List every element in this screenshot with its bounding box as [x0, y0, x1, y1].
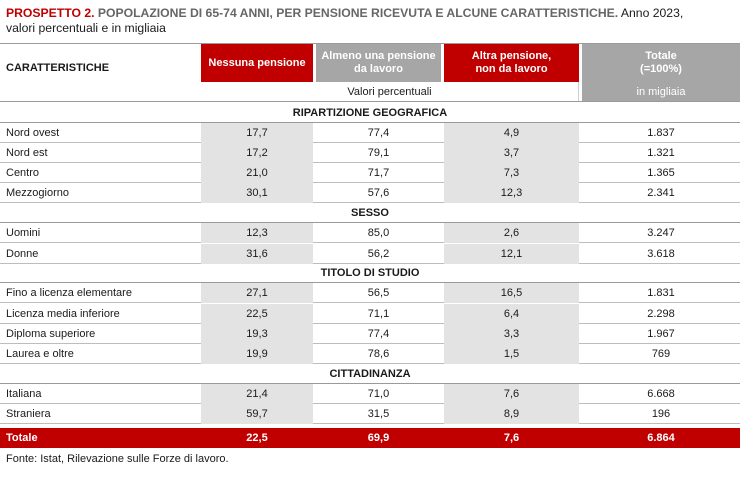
cell-no-pension: 30,1 [201, 183, 313, 203]
cell-no-pension: 17,7 [201, 123, 313, 143]
cell-work-pension: 31,5 [367, 408, 390, 421]
cell-thousands: 6.668 [647, 388, 675, 400]
cell-no-pension: 12,3 [201, 223, 313, 243]
header-other-pension [444, 44, 579, 82]
cell-other-pension: 3,7 [444, 143, 579, 163]
total-work-pension: 69,9 [367, 432, 390, 444]
cell-work-pension: 77,4 [367, 327, 390, 340]
cell-other-pension: 12,3 [444, 183, 579, 203]
cell-other-pension: 1,5 [444, 344, 579, 364]
cell-other-pension: 2,6 [444, 223, 579, 243]
divider [0, 101, 740, 102]
row-label: Italiana [6, 388, 42, 400]
cell-other-pension: 4,9 [444, 123, 579, 143]
cell-thousands: 2.341 [647, 187, 675, 200]
total-thousands: 6.864 [647, 432, 675, 444]
cell-no-pension: 59,7 [201, 404, 313, 424]
cell-thousands: 1.831 [647, 287, 675, 300]
header-total-line1: Totale [645, 50, 677, 62]
table-row [0, 123, 740, 143]
row-label: Straniera [6, 408, 51, 421]
header-work-pension-line1: Almeno una pensione [321, 50, 436, 62]
title-units: valori percentuali e in migliaia [6, 21, 166, 35]
header-work-pension-line2: da lavoro [354, 63, 403, 75]
title-heading: POPOLAZIONE DI 65-74 ANNI, PER PENSIONE RICEVUTA E ALCUNE CARATTERISTICHE. [97, 6, 619, 20]
cell-no-pension: 19,9 [201, 344, 313, 364]
table-row [0, 384, 740, 404]
table-row [0, 244, 740, 264]
table-row [0, 143, 740, 163]
title-label: PROSPETTO 2. [6, 6, 95, 20]
cell-no-pension: 27,1 [201, 283, 313, 303]
cell-work-pension: 78,6 [367, 348, 390, 361]
table-row [0, 344, 740, 364]
row-label: Nord est [6, 146, 48, 159]
table-row [0, 223, 740, 243]
cell-work-pension: 56,5 [367, 287, 390, 300]
header-total-line2: (=100%) [640, 63, 682, 75]
cell-other-pension: 7,6 [444, 384, 579, 404]
title-year: Anno 2023, [620, 6, 684, 20]
total-row [0, 428, 740, 448]
row-label: Laurea e oltre [6, 348, 74, 361]
cell-other-pension: 6,4 [444, 304, 579, 324]
header-no-pension-label: Nessuna pensione [208, 56, 306, 69]
cell-work-pension: 79,1 [367, 146, 390, 159]
cell-thousands: 1.967 [647, 327, 675, 340]
cell-thousands: 3.247 [647, 227, 675, 240]
cell-no-pension: 31,6 [201, 244, 313, 264]
table-row [0, 404, 740, 424]
header-characteristics: CARATTERISTICHE [6, 62, 110, 74]
table-row [0, 183, 740, 203]
cell-thousands: 1.365 [647, 167, 675, 180]
cell-other-pension: 16,5 [444, 283, 579, 303]
total-other-pension: 7,6 [503, 432, 520, 444]
cell-other-pension: 12,1 [444, 244, 579, 264]
cell-thousands: 2.298 [647, 307, 675, 320]
row-label: Licenza media inferiore [6, 307, 120, 320]
subheader-percent-label: Valori percentuali [347, 85, 432, 98]
table-title [6, 6, 736, 36]
cell-no-pension: 21,4 [201, 384, 313, 404]
cell-thousands: 1.321 [647, 146, 675, 159]
source-note: Fonte: Istat, Rilevazione sulle Forze di lavoro. [6, 453, 229, 465]
header-other-pension-line1: Altra pensione, [471, 50, 552, 62]
section-heading: TITOLO DI STUDIO [320, 267, 420, 280]
cell-thousands: 1.837 [647, 126, 675, 139]
header-work-pension [316, 44, 441, 82]
cell-no-pension: 21,0 [201, 163, 313, 183]
total-label: Totale [6, 432, 38, 444]
section-heading: RIPARTIZIONE GEOGRAFICA [292, 106, 448, 119]
cell-other-pension: 3,3 [444, 324, 579, 344]
row-label: Fino a licenza elementare [6, 287, 132, 300]
table-row [0, 283, 740, 303]
subheader-percent [201, 82, 579, 101]
section-heading: CITTADINANZA [329, 368, 411, 380]
header-total [582, 44, 740, 82]
cell-no-pension: 17,2 [201, 143, 313, 163]
cell-work-pension: 77,4 [367, 126, 390, 139]
table-row [0, 324, 740, 344]
cell-other-pension: 7,3 [444, 163, 579, 183]
cell-thousands: 196 [651, 408, 671, 421]
total-no-pension: 22,5 [246, 432, 268, 444]
header-no-pension [201, 44, 313, 82]
cell-no-pension: 19,3 [201, 324, 313, 344]
row-label: Diploma superiore [6, 327, 96, 340]
cell-work-pension: 71,7 [367, 167, 390, 180]
cell-work-pension: 71,0 [367, 388, 390, 400]
header-other-pension-line2: non da lavoro [475, 63, 548, 75]
cell-no-pension: 22,5 [201, 304, 313, 324]
cell-work-pension: 56,2 [367, 247, 390, 260]
cell-other-pension: 8,9 [444, 404, 579, 424]
row-label: Donne [6, 247, 39, 260]
cell-thousands: 3.618 [647, 247, 675, 260]
section-heading: SESSO [351, 207, 389, 220]
subheader-thousands-label: in migliaia [636, 85, 686, 98]
cell-thousands: 769 [651, 348, 671, 361]
table-row [0, 304, 740, 324]
row-label: Uomini [6, 227, 41, 240]
row-label: Nord ovest [6, 126, 60, 139]
subheader-thousands [582, 82, 740, 101]
table-row [0, 163, 740, 183]
cell-work-pension: 57,6 [367, 187, 390, 200]
row-label: Mezzogiorno [6, 187, 69, 200]
row-label: Centro [6, 167, 40, 180]
cell-work-pension: 85,0 [367, 227, 390, 240]
cell-work-pension: 71,1 [367, 307, 390, 320]
